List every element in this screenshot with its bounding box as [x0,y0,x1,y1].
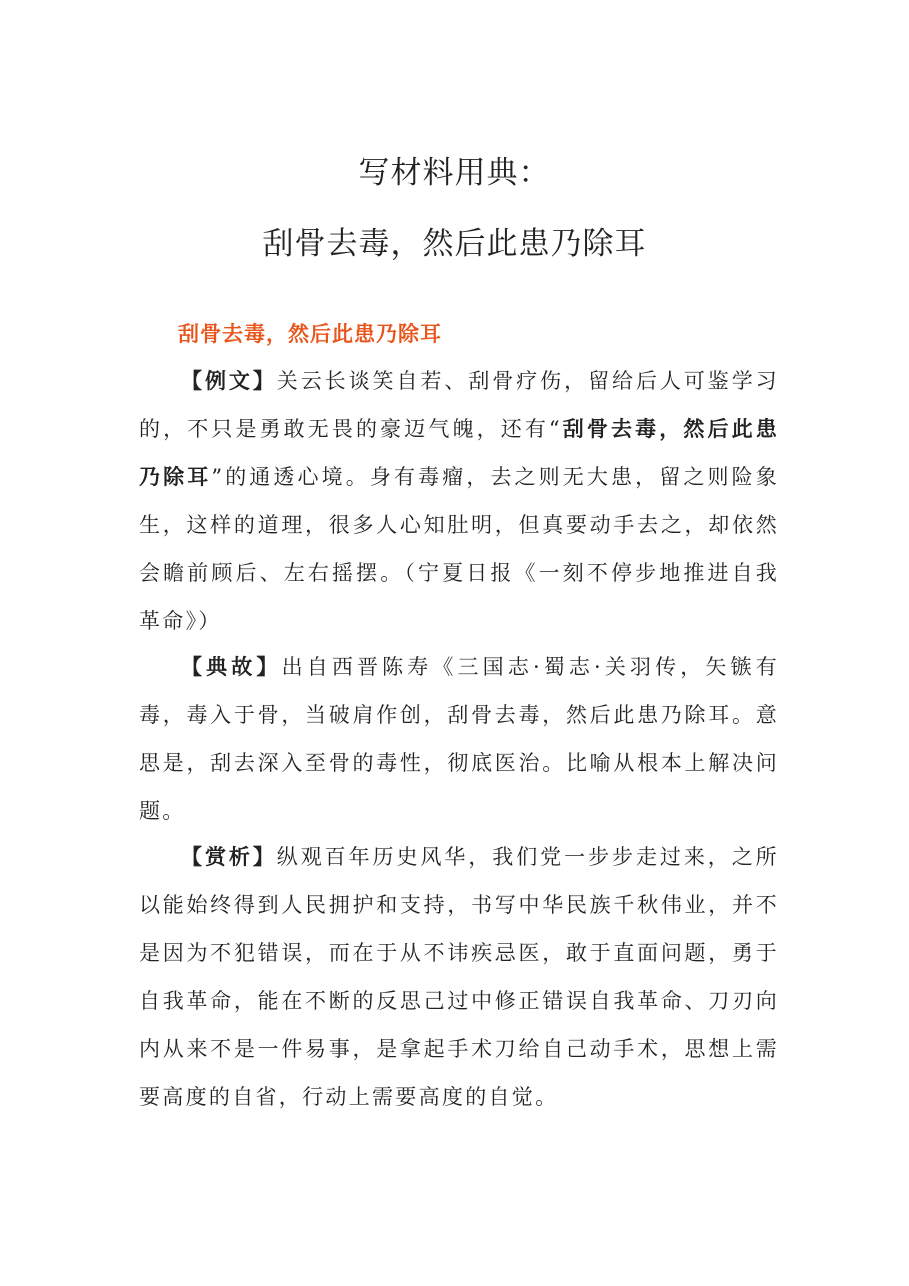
example-text-before: 关云长谈笑自若、刮骨疗伤，留给后人可鉴学习的，不只是勇敢无畏的豪迈气魄，还有“ [139,369,779,441]
example-paragraph [139,357,779,645]
example-text-after: ”的通透心境。身有毒瘤，去之则无大患，留之则险象生，这样的道理，很多人心知肚明，但真要动手去之，却依然会瞻前顾后、左右摇摆。（宁夏日报《一刻不停步地推进自我革命》） [139,465,779,633]
document-title-line1: 写材料用典： [358,155,551,191]
allusion-tag: 【典故】 [181,655,282,679]
appreciation-tag: 【赏析】 [181,845,277,869]
appreciation-paragraph [139,833,779,1121]
example-tag: 【例文】 [181,369,277,393]
document-title-line2: 刮骨去毒，然后此患乃除耳 [262,226,647,262]
appreciation-text: 纵观百年历史风华，我们党一步步走过来，之所以能始终得到人民拥护和支持，书写中华民族千秋伟业，并不是因为不犯错误，而在于从不讳疾忌医，敢于直面问题，勇于自我革命，能在不断的反思己过中修正错误自我革命、刀刃向内从来不是一件易事，是拿起手术刀给自己动手术，思想上需要高度的自省，行动上需要高度的自觉。 [139,845,779,1109]
allusion-text: 出自西晋陈寿《三国志·蜀志·关羽传，矢镞有毒，毒入于骨，当破肩作创，刮骨去毒，然后此患乃除耳。意思是，刮去深入至骨的毒性，彻底医治。比喻从根本上解决问题。 [139,655,779,823]
section-subheading: 刮骨去毒，然后此患乃除耳 [178,322,442,346]
example-highlight: 刮骨去毒，然后此患乃除耳 [139,417,779,489]
allusion-paragraph [139,643,779,835]
